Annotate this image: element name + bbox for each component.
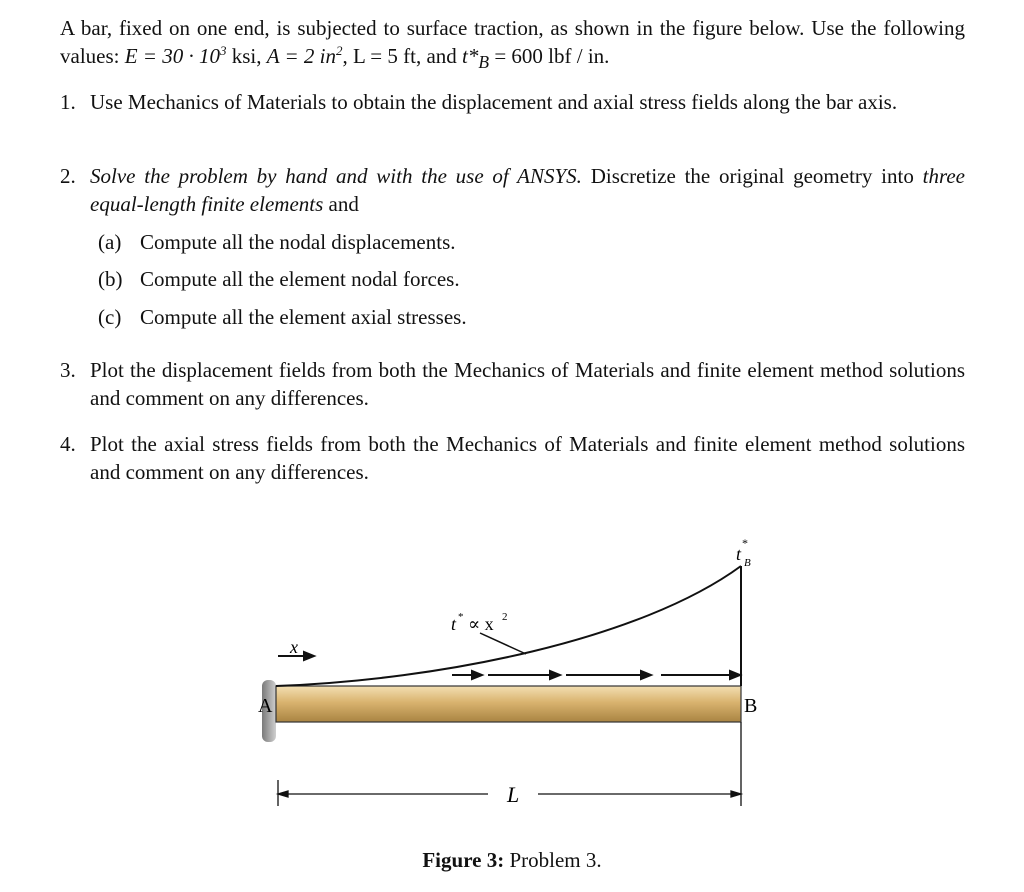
svg-text:t: t — [451, 614, 457, 634]
length-value: , L = 5 ft, and — [342, 44, 463, 68]
label-L: L — [507, 782, 520, 807]
traction-curve — [276, 566, 741, 686]
problem-intro: A bar, fixed on one end, is subjected to surface traction, as shown in the figure below. Use the following values: $E = 30 \cdot 10^3$ ksi, A = 2 $in^2$, L = 5 ft, and $t*_B = 600$ lbf / in. — [60, 16, 965, 73]
svg-text:B: B — [744, 557, 751, 569]
svg-text:2: 2 — [502, 611, 508, 623]
label-x: x — [290, 637, 298, 657]
question-4: 4. Plot the axial stress fields from both the Mechanics of Materials and finite element method solutions and comment on any differences. — [60, 432, 965, 484]
question-2: 2. Solve the problem by hand and with the use of ANSYS. Discretize the original geometry into three equal-length finite elements and — [60, 164, 965, 216]
svg-text:∝ x: ∝ x — [468, 614, 494, 634]
figure-caption: Figure 3: Problem 3. — [422, 848, 602, 872]
label-tB — [736, 536, 751, 569]
modulus-value: $E = 30 \cdot 10^3$ — [124, 43, 227, 68]
traction-arrows — [452, 671, 740, 679]
subitem-b: (b) Compute all the element nodal forces. — [98, 267, 460, 291]
question-1: 1. Use Mechanics of Materials to obtain the displacement and axial stress fields along the bar axis. — [60, 90, 898, 114]
subitem-a: (a) Compute all the nodal displacements. — [98, 230, 456, 254]
label-A: A — [258, 695, 273, 717]
traction-value: $t*_B$ — [462, 44, 490, 73]
svg-text:t: t — [736, 544, 742, 564]
label-traction-relation — [451, 611, 508, 634]
traction-pointer — [480, 633, 526, 654]
question-3: 3. Plot the displacement fields from both the Mechanics of Materials and finite element method solutions and comment on any differences. — [60, 358, 965, 410]
label-B: B — [744, 695, 758, 717]
bar — [276, 686, 741, 722]
svg-text:*: * — [742, 536, 748, 550]
subitem-c: (c) Compute all the element axial stresses. — [98, 305, 467, 329]
area-value: A = 2 $in^2$ — [266, 43, 343, 68]
svg-text:*: * — [458, 611, 464, 623]
